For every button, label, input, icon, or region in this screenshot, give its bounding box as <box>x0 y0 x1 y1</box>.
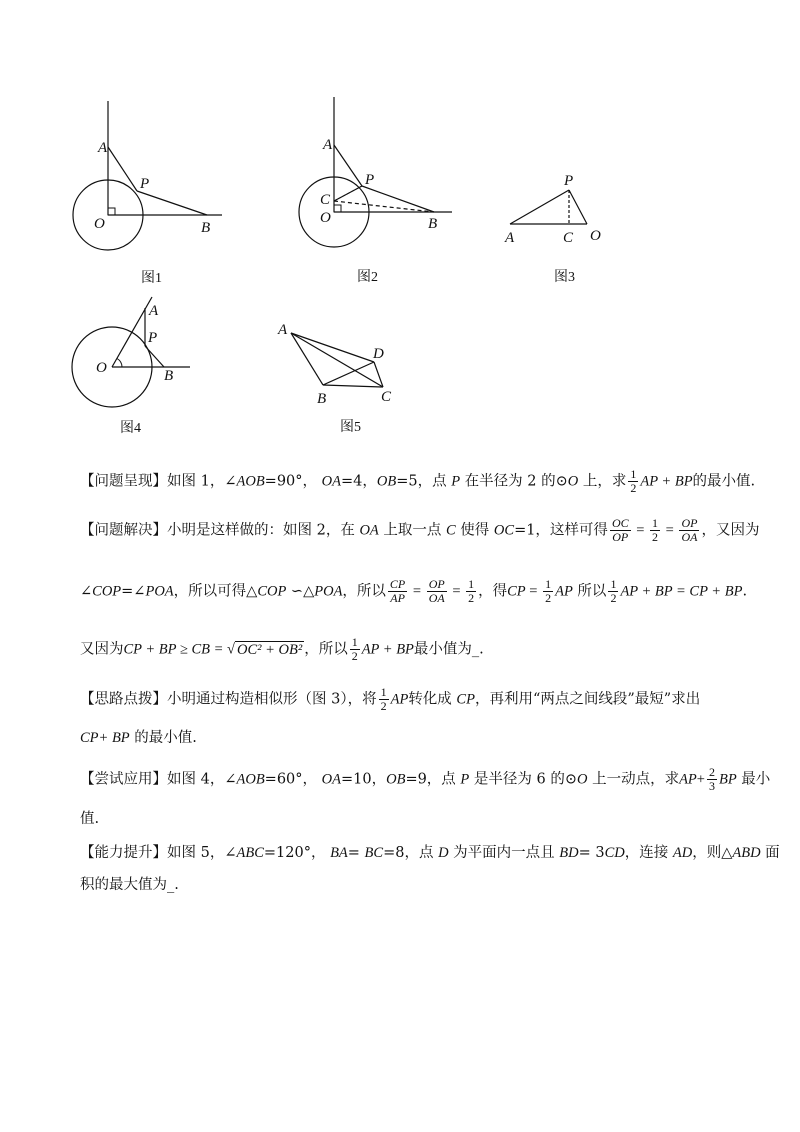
fraction-half: $\frac{1}{2}$ <box>468 577 475 605</box>
advanced-line-2: 积的最大值为_. <box>80 877 179 893</box>
fig2-label-a: A <box>323 137 333 153</box>
fraction-op-oa: $\frac{OP}{OA}$ <box>681 516 698 544</box>
advanced-line-1: 【能力提升】如图 5，∠ABC=120°， BA= BC=8，点 D 为平面内一点且 BD= 3CD，连接 AD，则△ABD 面 <box>80 845 780 861</box>
fig1-label-a: A <box>98 140 108 156</box>
fig1-label-o: O <box>94 216 105 232</box>
fig2-label-o: O <box>320 210 331 226</box>
application-line-1: 【尝试应用】如图 4，∠AOB=60°， OA=10，OB=9，点 P 是半径为 6 的⊙O 上一动点，求AP+ $\frac{2}{3}$ BP 最小 <box>80 765 771 793</box>
fig2-label-p: P <box>365 172 375 188</box>
figure-5 <box>291 333 383 387</box>
fraction-half: $\frac{1}{2}$ <box>351 635 358 663</box>
fig3-label-c: C <box>563 230 574 246</box>
fraction-oc-op: $\frac{OC}{OP}$ <box>611 516 629 544</box>
solution-line-3: 又因为CP + BP ≥ CB = √ OC² + OB² ，所以 $\frac{1}{2}$ AP + BP最小值为_. <box>80 635 484 663</box>
fraction-half: $\frac{1}{2}$ <box>380 685 387 713</box>
fraction-half: $\frac{1}{2}$ <box>630 467 637 495</box>
fig2-caption: 图2 <box>357 270 378 285</box>
sqrt-expression: √ OC² + OB² <box>227 641 303 658</box>
fraction-op-oa: $\frac{OP}{OA}$ <box>428 577 445 605</box>
fig4-label-o: O <box>96 360 107 376</box>
application-line-2: 值. <box>80 811 100 827</box>
solution-line-2: ∠COP=∠POA，所以可得△COP ∽△POA，所以 $\frac{CP}{AP}$ = $\frac{OP}{OA}$ = $\frac{1}{2}$ ，得CP = $\frac{1}{2}$ AP 所以 $\frac{1}{2}$ AP + BP = CP + BP. <box>80 577 748 605</box>
fig1-label-b: B <box>201 220 211 236</box>
fig5-label-c: C <box>381 389 392 405</box>
fig5-label-b: B <box>317 391 327 407</box>
problem-statement-line: 【问题呈现】如图 1，∠AOB=90°， OA=4，OB=5，点 P 在半径为 2 的⊙O 上，求 $\frac{1}{2}$ AP + BP的最小值. <box>80 467 756 495</box>
fig2-label-c: C <box>320 192 331 208</box>
section-tag-solution: 【问题解决】 <box>80 522 167 539</box>
section-tag-application: 【尝试应用】 <box>80 771 167 788</box>
fig5-caption: 图5 <box>340 420 361 435</box>
fig4-label-b: B <box>164 368 174 384</box>
fraction-half: $\frac{1}{2}$ <box>610 577 617 605</box>
fig3-caption: 图3 <box>554 270 575 285</box>
fig4-label-p: P <box>148 330 158 346</box>
fig3-label-o: O <box>590 228 601 244</box>
fig5-label-d: D <box>373 346 384 362</box>
fig4-label-a: A <box>149 303 159 319</box>
fraction-half: $\frac{1}{2}$ <box>545 577 552 605</box>
fraction-cp-ap: $\frac{CP}{AP}$ <box>389 577 406 605</box>
solution-line-1: 【问题解决】小明是这样做的：如图 2，在 OA 上取一点 C 使得 OC=1，这样可得 $\frac{OC}{OP}$ = $\frac{1}{2}$ = $\frac{OP}{OA}$ ，又因为 <box>80 516 760 544</box>
fig2-label-b: B <box>428 216 438 232</box>
section-tag-hint: 【思路点拨】 <box>80 691 167 708</box>
fig3-label-a: A <box>505 230 515 246</box>
fraction-half: $\frac{1}{2}$ <box>652 516 659 544</box>
hint-line-1: 【思路点拨】小明通过构造相似形（图 3），将 $\frac{1}{2}$ AP转化成 CP，再利用“两点之间线段”最短”求出 <box>80 685 701 713</box>
figures-canvas <box>0 0 800 450</box>
section-tag-advanced: 【能力提升】 <box>80 845 167 861</box>
section-tag-problem: 【问题呈现】 <box>80 473 167 490</box>
fig1-label-p: P <box>140 176 150 192</box>
figure-4 <box>72 297 190 407</box>
fig3-label-p: P <box>564 173 574 189</box>
hint-line-2: CP+ BP 的最小值. <box>80 730 197 746</box>
fig1-caption: 图1 <box>141 271 162 286</box>
fig5-label-a: A <box>278 322 288 338</box>
fig4-caption: 图4 <box>120 421 141 436</box>
fraction-two-thirds: $\frac{2}{3}$ <box>708 765 715 793</box>
figure-3 <box>510 190 587 224</box>
